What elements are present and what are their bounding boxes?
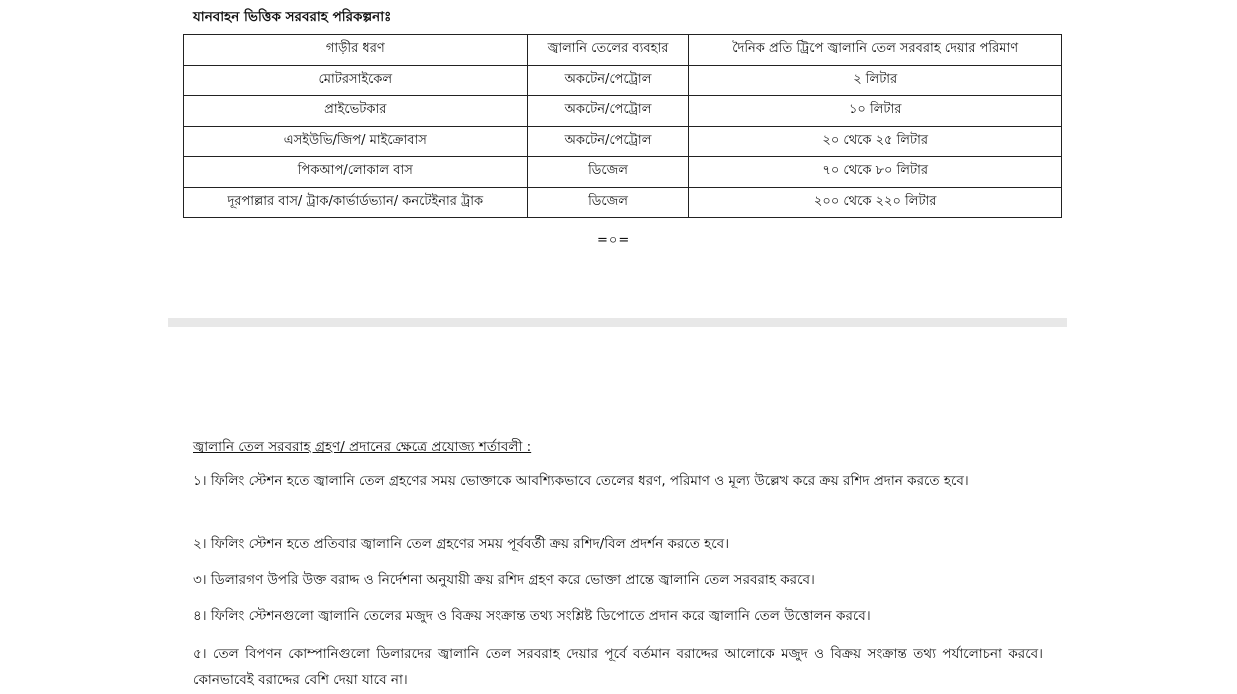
condition-item: ৫। তেল বিপণন কোম্পানিগুলো ডিলারদের জ্বালানি তেল সরবরাহ দেয়ার পূর্বে বর্তমান বরাদ্দের আলোকে মজুদ ও বিক্রয় সংক্রান্ত তথ্য পর্যালোচনা করবে। কোনভাবেই বরাদ্দের বেশি দেয়া যাবে না। (193, 646, 1043, 688)
cell-amount: ৭০ থেকে ৮০ লিটার (689, 157, 1062, 188)
cell-vehicle: এসইউভি/জিপ/ মাইক্রোবাস (184, 126, 528, 157)
condition-item: ৩। ডিলারগণ উপরি উক্ত বরাদ্দ ও নির্দেশনা অনুযায়ী ক্রয় রশিদ গ্রহণ করে ভোক্তা প্রান্তে জ্বালানি তেল সরবরাহ করবে। (193, 572, 815, 588)
table-row (184, 65, 1062, 96)
cell-amount: ১০ লিটার (689, 96, 1062, 127)
end-mark: =০= (597, 233, 631, 248)
cell-amount: ২০ থেকে ২৫ লিটার (689, 126, 1062, 157)
supply-table (183, 34, 1062, 218)
table-row (184, 157, 1062, 188)
cell-vehicle: দূরপাল্লার বাস/ ট্রাক/কার্ভার্ডভ্যান/ কনটেইনার ট্রাক (184, 187, 528, 218)
cell-fuel: অকটেন/পেট্রোল (527, 65, 689, 96)
cell-amount: ২ লিটার (689, 65, 1062, 96)
condition-item: ৪। ফিলিং স্টেশনগুলো জ্বালানি তেলের মজুদ ও বিক্রয় সংক্রান্ত তথ্য সংশ্লিষ্ট ডিপোতে প্রদান করে জ্বালানি তেল উত্তোলন করবে। (193, 608, 871, 624)
cell-fuel: অকটেন/পেট্রোল (527, 96, 689, 127)
cell-vehicle: পিকআপ/লোকাল বাস (184, 157, 528, 188)
cell-vehicle: মোটরসাইকেল (184, 65, 528, 96)
section-title: যানবাহন ভিত্তিক সরবরাহ পরিকল্পনাঃ (193, 9, 392, 25)
cell-fuel: অকটেন/পেট্রোল (527, 126, 689, 157)
condition-item: ১। ফিলিং স্টেশন হতে জ্বালানি তেল গ্রহণের সময় ভোক্তাকে আবশ্যিকভাবে তেলের ধরণ, পরিমাণ ও মূল্য উল্লেখ করে ক্রয় রশিদ প্রদান করতে হবে। (193, 473, 969, 489)
header-daily-amount: দৈনিক প্রতি ট্রিপে জ্বালানি তেল সরবরাহ দেয়ার পরিমাণ (689, 35, 1062, 66)
cell-amount: ২০০ থেকে ২২০ লিটার (689, 187, 1062, 218)
page-divider (168, 318, 1067, 327)
cell-fuel: ডিজেল (527, 157, 689, 188)
header-vehicle-type: গাড়ীর ধরণ (184, 35, 528, 66)
cell-fuel: ডিজেল (527, 187, 689, 218)
table-header-row (184, 35, 1062, 66)
table-row (184, 187, 1062, 218)
table-row (184, 96, 1062, 127)
condition-item: ২। ফিলিং স্টেশন হতে প্রতিবার জ্বালানি তেল গ্রহণের সময় পূর্ববর্তী ক্রয় রশিদ/বিল প্রদর্শন করতে হবে। (193, 536, 730, 552)
cell-vehicle: প্রাইভেটকার (184, 96, 528, 127)
conditions-title: জ্বালানি তেল সরবরাহ গ্রহণ/ প্রদানের ক্ষেত্রে প্রযোজ্য শর্তাবলী : (193, 439, 532, 455)
header-fuel-usage: জ্বালানি তেলের ব্যবহার (527, 35, 689, 66)
table-row (184, 126, 1062, 157)
